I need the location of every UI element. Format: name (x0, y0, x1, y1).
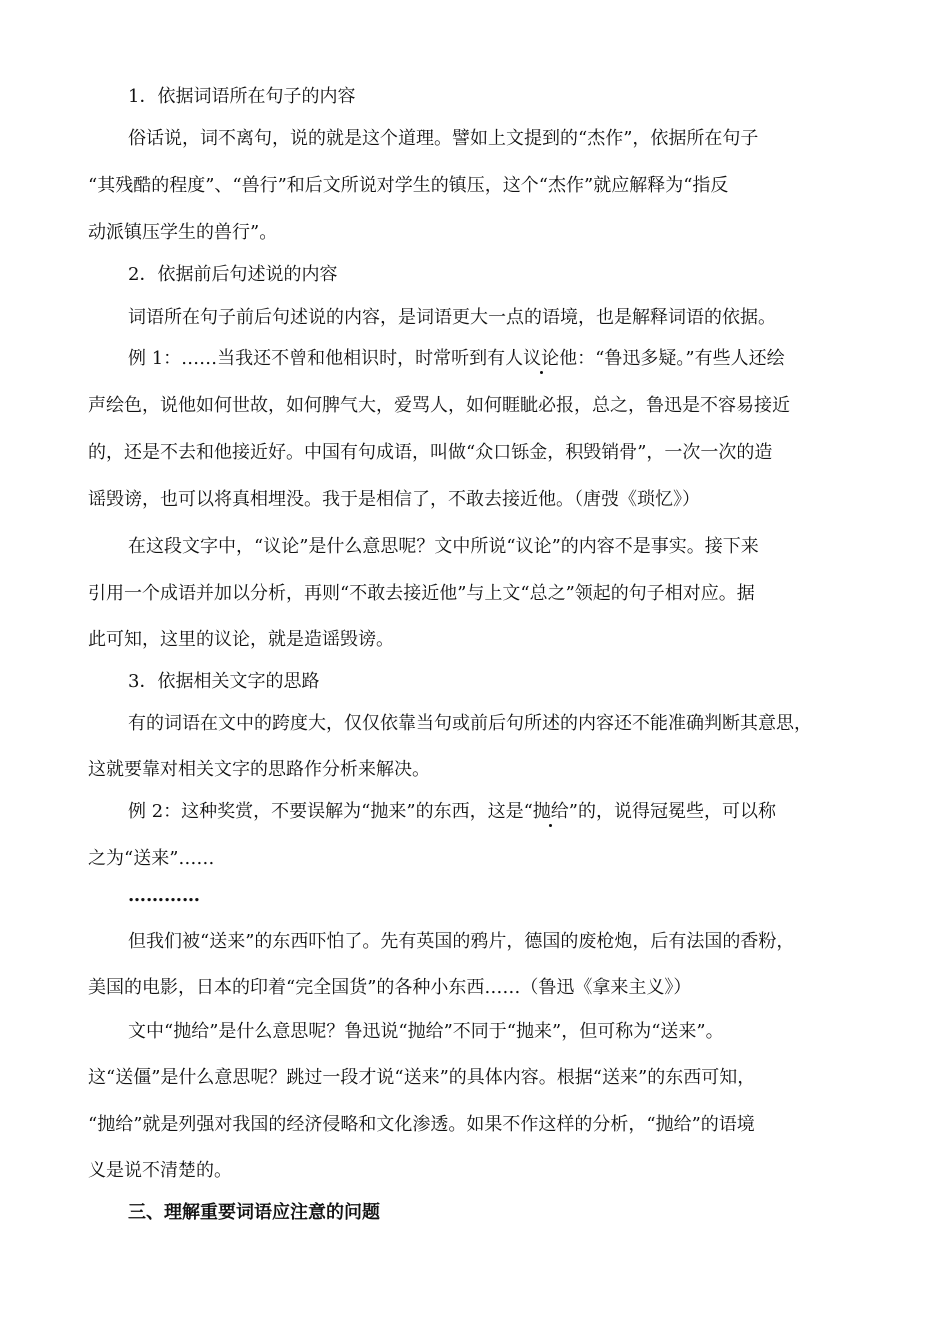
paragraph-line: 词语所在句子前后句述说的内容，是词语更大一点的语境，也是解释词语的依据。 (128, 307, 776, 328)
paragraph-line: “其残酷的程度”、“兽行”和后文所说对学生的镇压，这个“杰作”就应解释为“指反 (88, 175, 729, 196)
paragraph-line: 但我们被“送来”的东西吓怕了。先有英国的鸦片，德国的废枪炮，后有法国的香粉， (128, 931, 795, 952)
example-prefix: 例 2：这种奖赏，不要误解为“抛来”的东西，这是“ (128, 801, 533, 822)
paragraph-line: 谣毁谤，也可以将真相埋没。我于是相信了，不敢去接近他。（唐弢《琐忆》） (88, 489, 700, 510)
paragraph-line: 俗话说，词不离句，说的就是这个道理。譬如上文提到的“杰作”，依据所在句子 (128, 128, 759, 149)
example-line (128, 803, 776, 821)
example-line (128, 350, 785, 368)
paragraph-line: “抛给”就是列强对我国的经济侵略和文化渗透。如果不作这样的分析，“抛给”的语境 (88, 1114, 755, 1135)
paragraph-line: 这“送僵”是什么意思呢？跳过一段才说“送来”的具体内容。根据“送来”的东西可知， (88, 1067, 756, 1088)
paragraph-line: 此可知，这里的议论，就是造谣毁谤。 (88, 629, 394, 650)
paragraph-line: 引用一个成语并加以分析，再则“不敢去接近他”与上文“总之”领起的句子相对应。据 (88, 583, 755, 604)
paragraph-line: 文中“抛给”是什么意思呢？鲁迅说“抛给”不同于“抛来”，但可称为“送来”。 (128, 1021, 724, 1042)
section-title: 三、理解重要词语应注意的问题 (128, 1202, 380, 1223)
example-suffix: 他：“鲁迅多疑。”有些人还绘 (559, 348, 785, 369)
section-heading-2: 2．依据前后句述说的内容 (128, 264, 338, 285)
example-suffix: ”的，说得冠冕些，可以称 (568, 801, 776, 822)
paragraph-line: 这就要靠对相关文字的思路作分析来解决。 (88, 759, 430, 780)
paragraph-line: 声绘色，说他如何世故，如何脾气大，爱骂人，如何睚眦必报，总之，鲁迅是不容易接近 (88, 395, 790, 416)
ellipsis-line: ………… (128, 885, 200, 906)
section-heading-3: 3．依据相关文字的思路 (128, 671, 320, 692)
section-heading-1: 1．依据词语所在句子的内容 (128, 86, 356, 107)
paragraph-line: 义是说不清楚的。 (88, 1160, 232, 1181)
paragraph-line: 之为“送来”…… (88, 848, 215, 869)
emphasized-word: 议论 (523, 348, 560, 369)
paragraph-line: 动派镇压学生的兽行”。 (88, 222, 278, 243)
paragraph-line: 有的词语在文中的跨度大，仅仅依靠当句或前后句所述的内容还不能准确判断其意思， (128, 713, 812, 734)
emphasized-word: 抛给 (532, 801, 569, 822)
paragraph-line: 在这段文字中，“议论”是什么意思呢？文中所说“议论”的内容不是事实。接下来 (128, 536, 759, 557)
example-prefix: 例 1：……当我还不曾和他相识时，时常听到有人 (128, 348, 524, 369)
paragraph-line: 美国的电影，日本的印着“完全国货”的各种小东西……（鲁迅《拿来主义》） (88, 977, 692, 998)
paragraph-line: 的，还是不去和他接近好。中国有句成语，叫做“众口铄金，积毁销骨”，一次一次的造 (88, 442, 773, 463)
